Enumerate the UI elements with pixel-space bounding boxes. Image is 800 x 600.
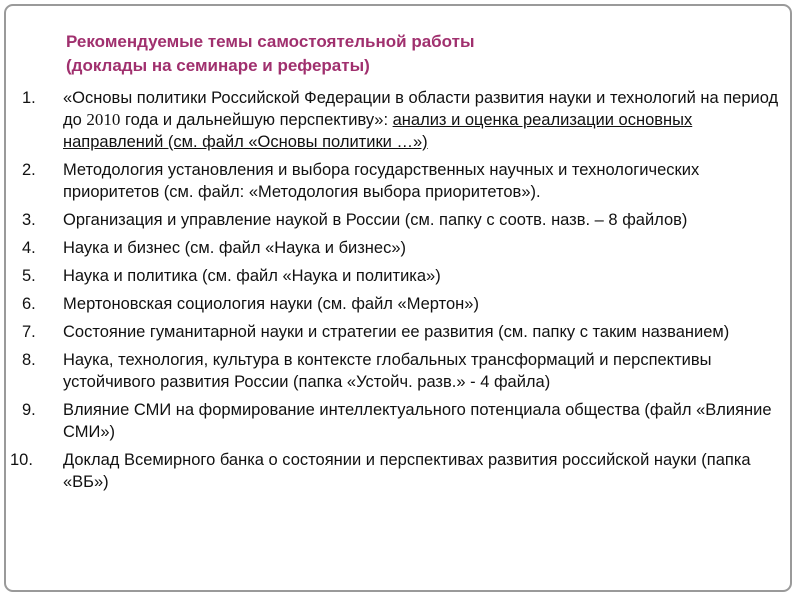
item-text: «Основы политики Российской Федерации в области развития науки и технологий на период до 2010 года и дальнейшую перспективу»: анализ и оценка реализации основных направлений (см. файл «Основы политики …») [63,89,779,151]
item-number: 4. [22,239,36,257]
item-year: 2010 [86,110,121,129]
item-number: 9. [22,401,36,419]
list-item [6,449,786,493]
item-text: Наука, технология, культура в контексте глобальных трансформаций и перспективы устойчивого развития России (папка «Устойч. разв.» - 4 файла) [63,351,712,391]
list-item [6,159,786,203]
item-number: 5. [22,267,36,285]
list-item [6,237,786,259]
topics-list [6,87,786,499]
slide-title [66,30,474,78]
item-number: 6. [22,295,36,313]
title-line-2: (доклады на семинаре и рефераты) [66,56,370,75]
item-text: Состояние гуманитарной науки и стратегии ее развития (см. папку с таким названием) [63,323,730,341]
item-number: 3. [22,211,36,229]
item-text: Мертоновская социология науки (см. файл «Мертон») [63,295,479,313]
title-line-1: Рекомендуемые темы самостоятельной работы [66,32,475,51]
list-item [6,399,786,443]
list-item [6,293,786,315]
item-text: Наука и политика (см. файл «Наука и политика») [63,267,441,285]
list-item [6,265,786,287]
item-underlined-text: анализ и оценка реализации основных направлений (см. файл «Основы политики …») [63,111,693,151]
item-text: Наука и бизнес (см. файл «Наука и бизнес») [63,239,407,257]
item-number: 1. [22,89,36,107]
item-text: Методология установления и выбора государственных научных и технологических приоритетов (см. файл: «Методология выбора приоритетов»). [63,161,700,201]
slide-frame [4,4,792,592]
list-item [6,321,786,343]
item-text: Влияние СМИ на формирование интеллектуального потенциала общества (файл «Влияние СМИ») [63,401,772,441]
list-item [6,87,786,153]
item-number: 8. [22,351,36,369]
item-number: 7. [22,323,36,341]
list-item [6,209,786,231]
item-text: Организация и управление наукой в России (см. папку с соотв. назв. – 8 файлов) [63,211,688,229]
item-number: 2. [22,161,36,179]
item-text: Доклад Всемирного банка о состоянии и перспективах развития российской науки (папка «ВБ») [63,451,751,491]
item-number: 10. [10,451,33,469]
list-item [6,349,786,393]
